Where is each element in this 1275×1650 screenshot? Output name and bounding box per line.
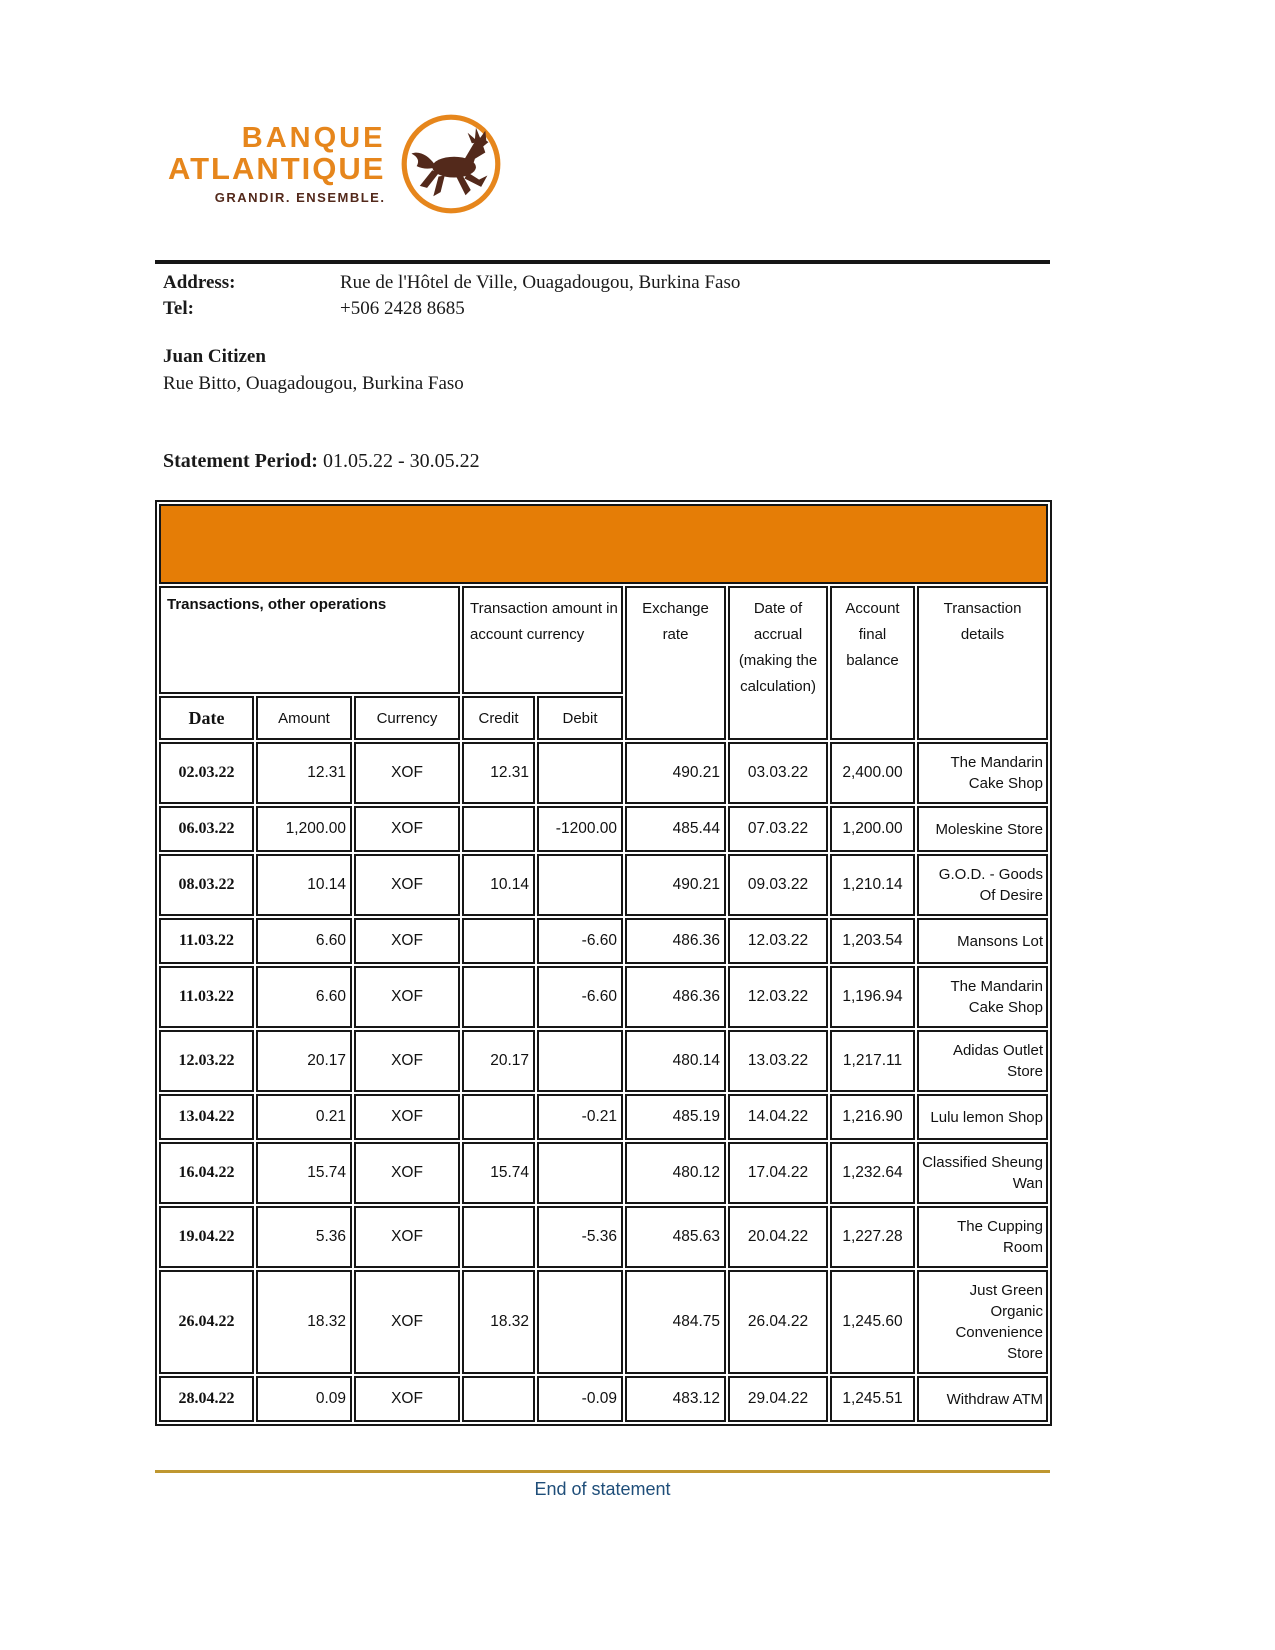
cell-exchange-rate: 485.63 <box>625 1206 726 1268</box>
address-label: Address: <box>163 272 236 293</box>
tel-label: Tel: <box>163 298 194 319</box>
cell-amount: 0.09 <box>256 1376 352 1422</box>
cell-details: G.O.D. - Goods Of Desire <box>917 854 1048 916</box>
bank-logo <box>168 112 503 216</box>
cell-debit: -0.21 <box>537 1094 623 1140</box>
end-of-statement-text: End of statement <box>534 1479 671 1499</box>
cell-details: Lulu lemon Shop <box>917 1094 1048 1140</box>
table-row <box>159 742 1048 804</box>
cell-details: Adidas Outlet Store <box>917 1030 1048 1092</box>
cell-currency: XOF <box>354 1094 460 1140</box>
cell-date: 13.04.22 <box>159 1094 254 1140</box>
cell-date: 12.03.22 <box>159 1030 254 1092</box>
cell-credit: 15.74 <box>462 1142 535 1204</box>
logo-line-atlantique: ATLANTIQUE <box>168 151 386 187</box>
cell-amount: 15.74 <box>256 1142 352 1204</box>
cell-currency: XOF <box>354 854 460 916</box>
cell-balance: 1,245.51 <box>830 1376 915 1422</box>
cell-amount: 0.21 <box>256 1094 352 1140</box>
cell-balance: 1,210.14 <box>830 854 915 916</box>
cell-accrual-date: 12.03.22 <box>728 966 828 1028</box>
cell-details: Withdraw ATM <box>917 1376 1048 1422</box>
cell-accrual-date: 03.03.22 <box>728 742 828 804</box>
subheader-debit: Debit <box>537 696 623 740</box>
cell-amount: 12.31 <box>256 742 352 804</box>
cell-exchange-rate: 485.44 <box>625 806 726 852</box>
cell-date: 11.03.22 <box>159 918 254 964</box>
cell-credit <box>462 1376 535 1422</box>
header-divider <box>155 260 1050 264</box>
customer-address: Rue Bitto, Ouagadougou, Burkina Faso <box>163 373 464 394</box>
cell-debit: -6.60 <box>537 966 623 1028</box>
cell-date: 16.04.22 <box>159 1142 254 1204</box>
cell-accrual-date: 07.03.22 <box>728 806 828 852</box>
subheader-credit: Credit <box>462 696 535 740</box>
cell-details: The Cupping Room <box>917 1206 1048 1268</box>
cell-debit: -6.60 <box>537 918 623 964</box>
cell-exchange-rate: 480.12 <box>625 1142 726 1204</box>
table-row <box>159 1030 1048 1092</box>
cell-credit: 20.17 <box>462 1030 535 1092</box>
footer-divider <box>155 1470 1050 1473</box>
cell-debit <box>537 854 623 916</box>
cell-date: 08.03.22 <box>159 854 254 916</box>
cell-debit <box>537 1270 623 1374</box>
cell-balance: 1,200.00 <box>830 806 915 852</box>
cell-currency: XOF <box>354 1270 460 1374</box>
cell-accrual-date: 13.03.22 <box>728 1030 828 1092</box>
tel-value: +506 2428 8685 <box>340 298 465 319</box>
table-row <box>159 1376 1048 1422</box>
cell-date: 28.04.22 <box>159 1376 254 1422</box>
cell-exchange-rate: 480.14 <box>625 1030 726 1092</box>
table-row <box>159 966 1048 1028</box>
cell-currency: XOF <box>354 1376 460 1422</box>
table-row <box>159 854 1048 916</box>
table-row <box>159 1142 1048 1204</box>
header-details: Transaction details <box>917 586 1048 740</box>
header-account-balance: Account final balance <box>830 586 915 740</box>
transactions-table <box>155 500 1052 1426</box>
cell-currency: XOF <box>354 742 460 804</box>
cell-accrual-date: 26.04.22 <box>728 1270 828 1374</box>
cell-balance: 1,203.54 <box>830 918 915 964</box>
cell-credit <box>462 1094 535 1140</box>
cell-currency: XOF <box>354 1030 460 1092</box>
cell-credit <box>462 1206 535 1268</box>
cell-date: 06.03.22 <box>159 806 254 852</box>
cell-amount: 1,200.00 <box>256 806 352 852</box>
cell-exchange-rate: 490.21 <box>625 854 726 916</box>
bank-contact-block <box>163 270 740 322</box>
cell-balance: 1,196.94 <box>830 966 915 1028</box>
cell-details: The Mandarin Cake Shop <box>917 966 1048 1028</box>
cell-debit: -0.09 <box>537 1376 623 1422</box>
cell-credit: 10.14 <box>462 854 535 916</box>
table-banner-row <box>159 504 1048 584</box>
cell-details: Just Green Organic Convenience Store <box>917 1270 1048 1374</box>
cell-amount: 20.17 <box>256 1030 352 1092</box>
subheader-date: Date <box>159 696 254 740</box>
cell-credit: 18.32 <box>462 1270 535 1374</box>
table-header-groups <box>159 586 1048 694</box>
table-row <box>159 918 1048 964</box>
cell-balance: 1,227.28 <box>830 1206 915 1268</box>
cell-balance: 2,400.00 <box>830 742 915 804</box>
statement-footer <box>155 1470 1050 1500</box>
header-amount-group: Transaction amount in account currency <box>462 586 623 694</box>
cell-currency: XOF <box>354 918 460 964</box>
cell-balance: 1,216.90 <box>830 1094 915 1140</box>
cell-details: The Mandarin Cake Shop <box>917 742 1048 804</box>
customer-block <box>163 343 464 397</box>
cell-currency: XOF <box>354 1142 460 1204</box>
table-row <box>159 1206 1048 1268</box>
cell-debit: -1200.00 <box>537 806 623 852</box>
statement-period <box>163 450 480 473</box>
cell-accrual-date: 14.04.22 <box>728 1094 828 1140</box>
subheader-currency: Currency <box>354 696 460 740</box>
cell-currency: XOF <box>354 806 460 852</box>
cell-credit <box>462 806 535 852</box>
cell-currency: XOF <box>354 966 460 1028</box>
cell-date: 02.03.22 <box>159 742 254 804</box>
cell-exchange-rate: 486.36 <box>625 966 726 1028</box>
cell-accrual-date: 12.03.22 <box>728 918 828 964</box>
statement-period-value: 01.05.22 - 30.05.22 <box>322 450 480 472</box>
logo-line-banque: BANQUE <box>241 122 386 154</box>
bank-logo-wordmark <box>168 123 385 205</box>
subheader-amount: Amount <box>256 696 352 740</box>
cell-amount: 5.36 <box>256 1206 352 1268</box>
cell-amount: 6.60 <box>256 966 352 1028</box>
cell-exchange-rate: 483.12 <box>625 1376 726 1422</box>
cell-debit <box>537 1030 623 1092</box>
cell-balance: 1,232.64 <box>830 1142 915 1204</box>
orange-banner <box>159 504 1048 584</box>
header-date-accrual: Date of accrual (making the calculation) <box>728 586 828 740</box>
cell-credit <box>462 918 535 964</box>
statement-period-label: Statement Period: <box>163 450 318 472</box>
cell-currency: XOF <box>354 1206 460 1268</box>
cell-exchange-rate: 484.75 <box>625 1270 726 1374</box>
customer-name: Juan Citizen <box>163 346 266 367</box>
cell-debit <box>537 1142 623 1204</box>
cell-date: 26.04.22 <box>159 1270 254 1374</box>
address-value: Rue de l'Hôtel de Ville, Ouagadougou, Burkina Faso <box>340 272 741 293</box>
cell-details: Mansons Lot <box>917 918 1048 964</box>
table-row <box>159 1094 1048 1140</box>
header-exchange-rate: Exchange rate <box>625 586 726 740</box>
cell-exchange-rate: 486.36 <box>625 918 726 964</box>
header-transactions: Transactions, other operations <box>159 586 460 694</box>
cell-amount: 18.32 <box>256 1270 352 1374</box>
cell-exchange-rate: 490.21 <box>625 742 726 804</box>
cell-accrual-date: 20.04.22 <box>728 1206 828 1268</box>
cell-exchange-rate: 485.19 <box>625 1094 726 1140</box>
cell-balance: 1,217.11 <box>830 1030 915 1092</box>
cell-accrual-date: 29.04.22 <box>728 1376 828 1422</box>
table-row <box>159 806 1048 852</box>
transactions-table-wrap <box>155 500 1050 1426</box>
cell-amount: 10.14 <box>256 854 352 916</box>
cell-accrual-date: 17.04.22 <box>728 1142 828 1204</box>
cell-amount: 6.60 <box>256 918 352 964</box>
cell-credit: 12.31 <box>462 742 535 804</box>
horse-emblem-icon <box>399 112 503 216</box>
cell-debit: -5.36 <box>537 1206 623 1268</box>
cell-date: 11.03.22 <box>159 966 254 1028</box>
cell-details: Classified Sheung Wan <box>917 1142 1048 1204</box>
table-row <box>159 1270 1048 1374</box>
logo-tagline: GRANDIR. ENSEMBLE. <box>214 189 386 205</box>
cell-date: 19.04.22 <box>159 1206 254 1268</box>
cell-balance: 1,245.60 <box>830 1270 915 1374</box>
cell-credit <box>462 966 535 1028</box>
cell-accrual-date: 09.03.22 <box>728 854 828 916</box>
transactions-body <box>159 742 1048 1422</box>
cell-details: Moleskine Store <box>917 806 1048 852</box>
cell-debit <box>537 742 623 804</box>
